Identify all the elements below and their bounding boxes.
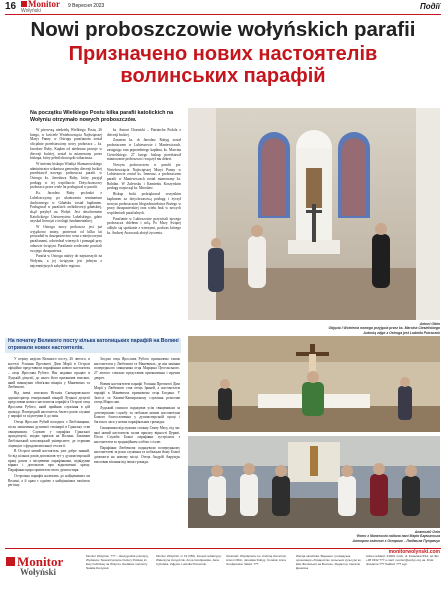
photo-caption-polish: Antoni Olbin Objęcia i Wcielenia nowego przyjęcia przez ks. Marcina Ciesielskiego Autorką zdjęć z Ostroga jest Ludmiła Putraczuk <box>328 322 440 335</box>
imprint-column: Ukraiński: Współpraca: ks. Andrzej Awruczuk, Antoni Olbin, Jarosław Rubyg. Korekta: Anna Gordijewska. Skład: ???. <box>226 555 287 566</box>
paragraph: W Ostrogu nowy proboszcz jest już wyjątkowo znany, ponieważ od kilku lat prowadził tu duszpasterstwo wraz z miejscowymi parafianami, odwiedzał wiernych i pomagał przy odnowie świątyni. Parafianie serdecznie powitali swojego duszpasterza. <box>30 225 102 253</box>
headline-ukrainian-line1: Призначено нових настоятелів <box>68 43 378 65</box>
paragraph: Parafia w Ostrogu należy do najstarszych na Wołyniu, a jej świątynia jest jednym z najcenniejszych zabytków regionu. <box>30 254 102 268</box>
paragraph: Parafianie w Lubieszowie przywitali nowego proboszcza chlebem i solą. Po Mszy Świętej odbyło się spotkanie z wiernymi, podczas którego ks. Andrzej Awruczuk złożył życzenia. <box>107 216 181 235</box>
paragraph: Острозька парафія належить до найдавніших на Волині, а її храм є однією з найцінніших пам'яток регіону. <box>8 473 90 488</box>
paragraph: Zarazem ks. dr Jarosław Rubyg został proboszczem w Lubieszowie i Maniewiczach, zastępując tam poprzedniego kapłana, ks. Marcina Ciesielskiego. 27 lutego biskup przedstawił mianowanie proboszcza i wręczył mu dekret. <box>107 138 181 162</box>
cross-icon <box>21 1 27 7</box>
paragraph: Від імені єпископа Віталія Скомаровського адміністратор генеральний вікарій Луцької дієцезії представив нового настоятеля парафії в Острозі отця Ярослава Рубого, який прийняв служіння в цій громаді. Попередній настоятель багато років служив у парафії та підготував її до змін. <box>8 390 90 419</box>
lead-polish: Na początku Wielkiego Postu kilka parafii katolickich na Wołyniu otrzymało nowych proboszczów. <box>30 110 174 123</box>
paragraph: Священики відслужили спільну Святу Месу, під час якої новий настоятель склав присягу вірності Церкві. Після Служби Божої парафіяни зустрілися з настоятелем за традиційним хлібом і сіллю. <box>94 425 180 444</box>
paragraph: В Острозі новий настоятель уже добре знаний, бо від кількох років допомагав тут у душпастирській праці разом з місцевими парафіянами, відвідував вірних і допомагав при відновленні храму. Парафіяни щиро привітали свого душпастиря. <box>8 449 90 473</box>
page-header <box>0 0 446 16</box>
lead-ukrainian: На початку Великого посту кілька католицьких парафій на Волині отримали нових настоятелів. <box>8 338 179 351</box>
header-rule <box>5 14 441 15</box>
imprint-column: Monitor Wołyński, nr 16 (350). Zespół redakcyjny: Walentyna Jusypczuk, Anna Gordijewska, Jana Cybulska. Zdjęcia: Ludmiła Putraczuk. <box>156 555 222 566</box>
issue-date: 9 Вересня 2023 <box>68 3 105 9</box>
imprint-column: Monitor Wołyński, ??? – dwutygodnik polonijny. Wydawca: Stowarzyszenie Kultury Polskiej im. Ewy Felińskiej na Wołyniu. Redaktor naczelny: Natalia Denysiuk. <box>86 555 149 570</box>
paragraph: W pierwszą niedzielę Wielkiego Postu, 26 lutego, w kościele Wniebowzięcia Najświętszej Maryi Panny w Ostrogu parafianom został oficjalnie przedstawiony nowy proboszcz – ks. Jarosław Ruby. Kapłan od niedawna pracuje w diecezji łuckiej, został tu mianowany przez biskupa, który pełnił obowiązki wikariusza. <box>30 128 102 161</box>
article-column-ukrainian-2 <box>94 357 180 545</box>
paragraph: Nowym proboszczem w parafii pw. Wniebowzięcia Najświętszej Maryi Panny w Lubieszowie został ks. Ireneusz, a proboszczem parafii w Maniewiczach został mianowany ks. Bohdan. W Zalewsku i Kamieniu Koszyrskim posługę rozpoczął ks. Mirosław. <box>107 162 181 191</box>
article-column-polish-1 <box>30 128 102 336</box>
photo-caption-ukrainian: Анатолій Олін Фото з Маневичів надала пані Марія Барчинська Автором світлин з Острога – Людмила Путрачук <box>352 530 440 543</box>
paragraph: У першу неділю Великого посту, 26 лютого, в костелі Успіння Пресвятої Діви Марії в Острозі офіційно представили парафіянам нового настоятеля – отця Ярослава Рубого. Він недавно працює в Луцькій дієцезії, до нього його призначив єпископ, який виконував обов'язки вікарія у Маневичах та Любешові. <box>8 357 90 390</box>
photo-clergy-group <box>188 436 440 528</box>
paragraph: Згодом отця Ярослава Рубого призначено також настоятелем у Любешові та Маневичах, де він замінив попереднього священика отця Марцина Цесельського. 27 лютого єпископ представив призначення і вручив декрет. <box>94 357 180 380</box>
headline-ukrainian-line2: волинських парафій <box>120 65 326 87</box>
photo-priest-at-altar <box>188 336 440 432</box>
page-number: 16 <box>5 1 17 12</box>
cross-icon <box>6 557 15 566</box>
paragraph: Ks. Jarosław Ruby pochodzi z Lubelszczyzny, po ukończeniu seminarium duchownego w Gdańsku został kapłanem. Posługiwał w parafiach archidiecezji gdańskiej, skąd przybył na Wołyń. Jest absolwentem Katolickiego Uniwersytetu Lubelskiego, gdzie uzyskał licencjat z teologii fundamentalnej. <box>30 191 102 224</box>
paragraph: W imieniu biskupa Witalija Skomarowskiego administrator wikariusz generalny diecezji łuckiej przedstawił nowego proboszcza parafii w Ostrogu ks. Jarosława Ruby, który przyjął posługę w tej wspólnocie. Dotychczasowy proboszcz przez wiele lat posługiwał w parafii. <box>30 161 102 190</box>
footer-logo: Monitor Wołyński <box>6 556 63 577</box>
section-name: Події <box>419 2 440 11</box>
paragraph: Новим настоятелем парафії Успіння Пресвятої Діви Марії у Любешові став отець Іриней, а настоятелем парафії в Маневичах призначено отця Богдана. У Заліссі та Камені-Каширському служіння розпочав отець Мирослав. <box>94 381 180 405</box>
paragraph: ks. Antoni Charnicki – Patriarcha Podola z diecezji łuckiej. <box>107 128 181 137</box>
website-url[interactable]: monitorwolynski.com <box>388 549 440 555</box>
paragraph: Отець Ярослав Рубий походить з Люблінщини, після закінчення духовної семінарії в Гданську став священиком. Служив у парафіях Гданської архидієцезії, звідки приїхав на Волинь. Закінчив Люблінський католицький університет, де отримав ліценціат з фундаментальної теології. <box>8 420 90 448</box>
headline-ukrainian <box>0 43 446 87</box>
article-column-ukrainian-1 <box>8 357 90 545</box>
paragraph: Biskup łucki podziękował wszystkim kapłanom za dotychczasową posługę i życzył nowym proboszczom błogosławieństwa Bożego w pracy duszpasterskiej oraz wielu łask w nowych wspólnotach parafialnych. <box>107 192 181 215</box>
article-column-polish-2 <box>107 128 181 336</box>
imprint-column: Adres redakcji: 43000, Łuck, ul. Kowelska 9/12, tel./fax +38 0332 ??? e-mail: monitor@wolyn.org.ua. Druk: drukarnia ??? Nakład: ??? egz. <box>366 555 439 566</box>
paragraph: Луцький єпископ подякував усім священикам за дотеперішню службу та побажав новим настоятелям Божого благословення у душпастирській праці і багатьох ласк у нових парафіяльних громадах. <box>94 406 180 425</box>
masthead-logo-sub: Wołyński <box>21 8 41 14</box>
photo-church-interior-ostrog <box>188 108 440 320</box>
imprint-column: Wersja ukraińska: Видання: громадська організація «Товариство польської культури ім. Еви Фелінської на Волині». Редактор: Наталія Денисюк. <box>296 555 362 570</box>
masthead-logo: Monitor Wołyński <box>21 0 60 14</box>
headline-polish: Nowi proboszczowie wołyńskich parafii <box>30 18 416 41</box>
footer-rule <box>5 548 441 549</box>
paragraph: Парафіяни Любешова подякували попередньому настоятелеві за роки служіння та побажали йому Божої допомоги на новому місці. Отець Андрій Аврущук висловив вітання від імені громади. <box>94 445 180 464</box>
